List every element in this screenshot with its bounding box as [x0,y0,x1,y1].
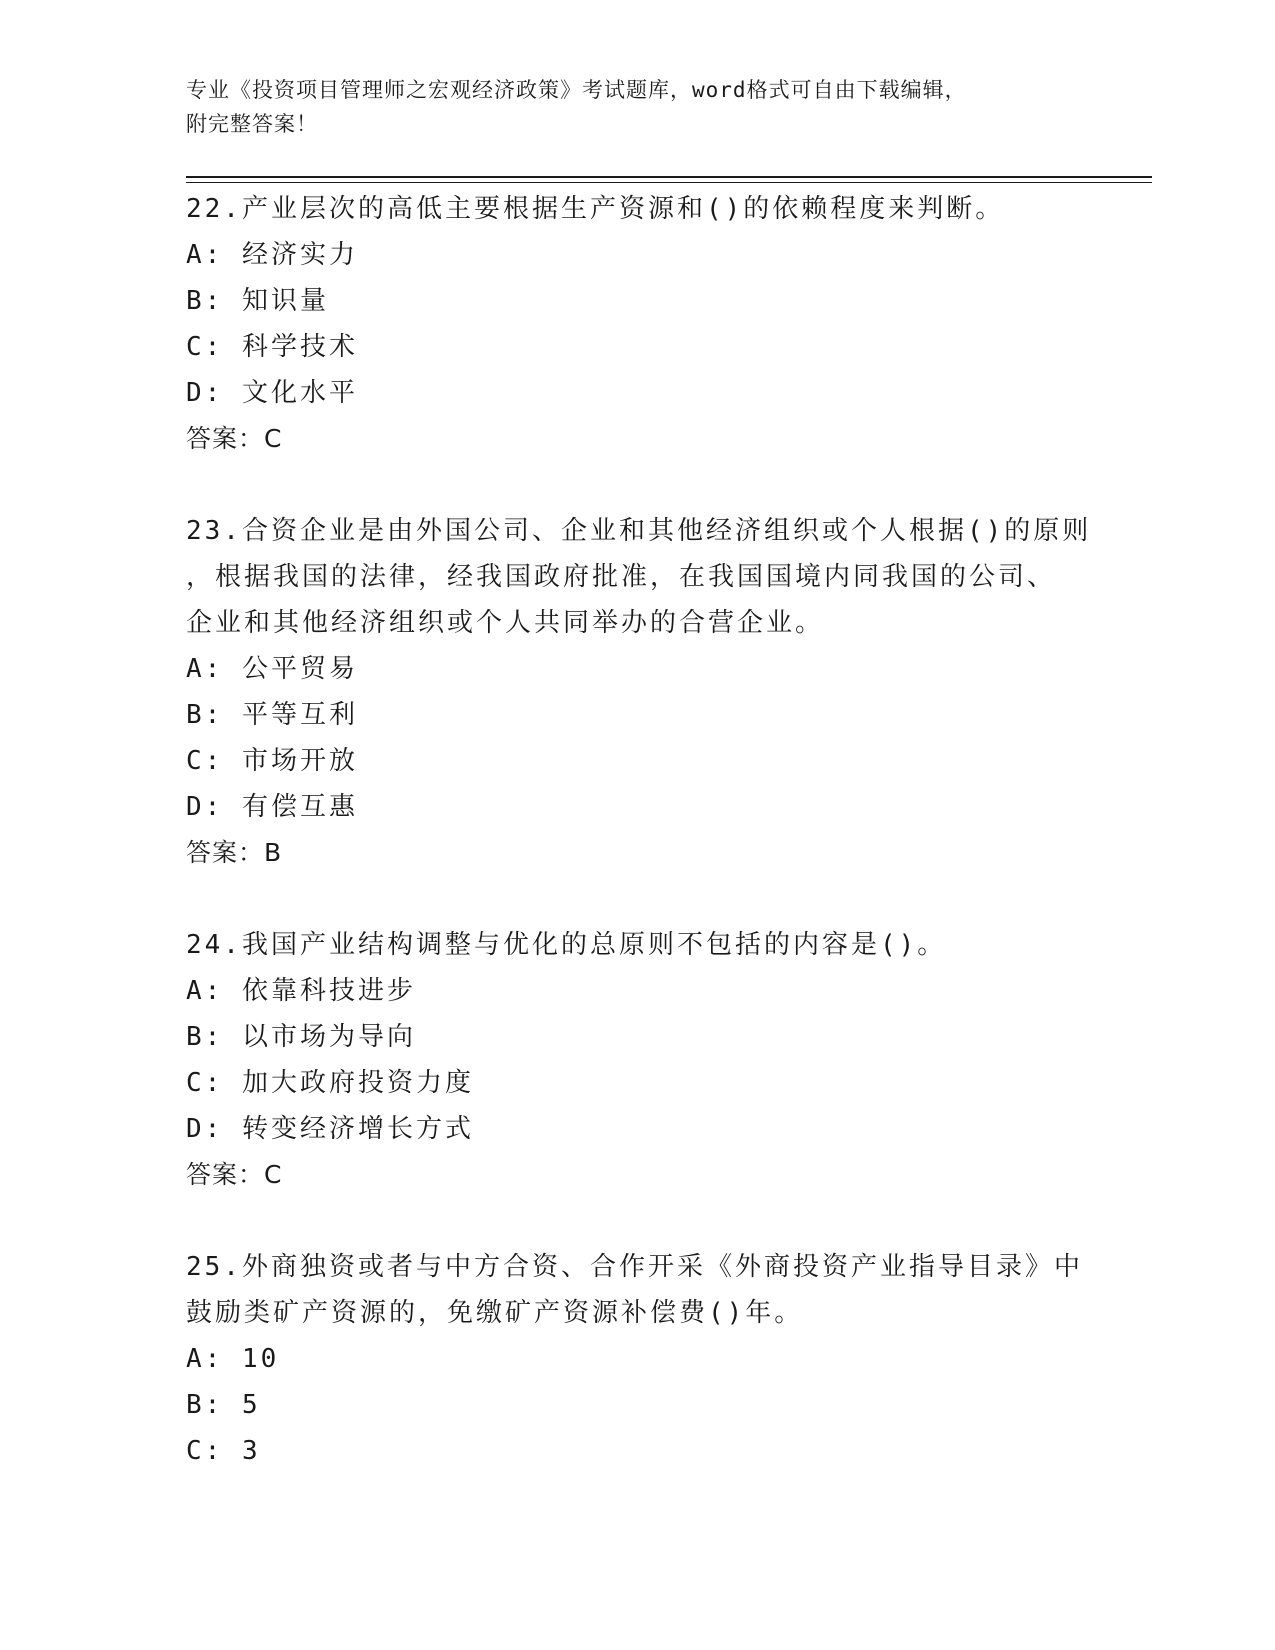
option-b: B: 5 [186,1390,261,1420]
question-spacer [186,1198,1146,1244]
option-c: C: 市场开放 [186,746,358,776]
header-line-2: 附完整答案！ [186,112,318,136]
option-c: C: 加大政府投资力度 [186,1068,474,1098]
question-stem: 24.我国产业结构调整与优化的总原则不包括的内容是()。 [186,930,947,960]
option-a: A: 经济实力 [186,240,358,270]
document-header [186,73,1106,141]
option-a: A: 依靠科技进步 [186,976,416,1006]
header-divider-thick [186,176,1152,178]
option-a: A: 公平贸易 [186,654,358,684]
question-24 [186,922,1146,1198]
question-list [186,186,1146,1474]
option-b: B: 平等互利 [186,700,358,730]
question-23 [186,508,1146,876]
question-stem: 鼓励类矿产资源的，免缴矿产资源补偿费()年。 [186,1298,804,1328]
option-a: A: 10 [186,1344,280,1374]
question-spacer [186,876,1146,922]
option-b: B: 知识量 [186,286,329,316]
answer-line: 答案：C [186,424,283,453]
question-stem: 企业和其他经济组织或个人共同举办的合营企业。 [186,608,825,638]
question-stem: 23.合资企业是由外国公司、企业和其他经济组织或个人根据()的原则 [186,516,1092,546]
answer-line: 答案：C [186,1160,283,1189]
option-b: B: 以市场为导向 [186,1022,416,1052]
option-c: C: 科学技术 [186,332,358,362]
question-stem: 25.外商独资或者与中方合资、合作开采《外商投资产业指导目录》中 [186,1252,1083,1282]
question-spacer [186,462,1146,508]
option-d: D: 转变经济增长方式 [186,1114,474,1144]
question-22 [186,186,1146,462]
question-stem: ，根据我国的法律，经我国政府批准，在我国国境内同我国的公司、 [186,562,1057,592]
header-line-1: 专业《投资项目管理师之宏观经济政策》考试题库，word格式可自由下载编辑， [186,78,967,102]
answer-line: 答案：B [186,838,283,867]
question-stem: 22.产业层次的高低主要根据生产资源和()的依赖程度来判断。 [186,194,1005,224]
option-d: D: 文化水平 [186,378,358,408]
header-divider-thin [186,182,1152,183]
option-c: C: 3 [186,1436,261,1466]
option-d: D: 有偿互惠 [186,792,358,822]
question-25 [186,1244,1146,1474]
